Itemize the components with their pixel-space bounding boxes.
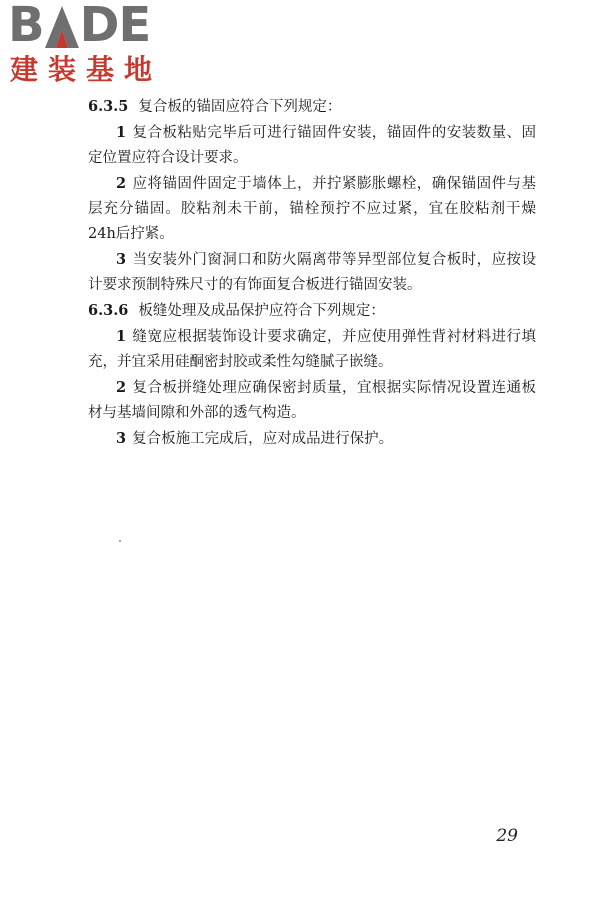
bade-logo	[8, 2, 178, 90]
clause-heading: 复合板的锚固应符合下列规定：	[138, 99, 342, 115]
logo-a-triangle-icon	[45, 6, 79, 48]
item-number: 1	[116, 124, 127, 141]
clause-heading: 板缝处理及成品保护应符合下列规定：	[138, 303, 385, 319]
logo-letters-de: DE	[79, 0, 151, 53]
list-item	[88, 171, 536, 247]
item-number: 2	[116, 175, 127, 192]
item-number: 3	[116, 430, 127, 447]
clause-6-3-5	[88, 94, 536, 120]
scan-speck	[119, 540, 121, 542]
list-item	[88, 426, 536, 452]
item-text: 当安装外门窗洞口和防火隔离带等异型部位复合板时，应按设计要求预制特殊尺寸的有饰面复合板进行锚固安装。	[88, 252, 536, 293]
logo-subtitle: 建装基地	[10, 53, 163, 86]
list-item	[88, 324, 536, 375]
list-item	[88, 120, 536, 171]
item-text: 复合板粘贴完毕后可进行锚固件安装，锚固件的安装数量、固定位置应符合设计要求。	[88, 125, 536, 166]
clause-number: 6.3.5	[88, 98, 129, 115]
item-number: 2	[116, 379, 127, 396]
clause-6-3-6	[88, 298, 536, 324]
item-text: 缝宽应根据装饰设计要求确定，并应使用弹性背衬材料进行填充，并宜采用硅酮密封胶或柔性勾缝腻子嵌缝。	[88, 329, 536, 370]
page-number: 29	[496, 826, 518, 846]
item-number: 1	[116, 328, 127, 345]
item-number: 3	[116, 251, 127, 268]
document-body	[88, 94, 536, 452]
item-text: 应将锚固件固定于墙体上，并拧紧膨胀螺栓，确保锚固件与基层充分锚固。胶粘剂未干前，锚栓预拧不应过紧，宜在胶粘剂干燥24h后拧紧。	[88, 176, 536, 242]
list-item	[88, 247, 536, 298]
item-text: 复合板拼缝处理应确保密封质量，宜根据实际情况设置连通板材与基墙间隙和外部的透气构造。	[88, 380, 536, 421]
list-item	[88, 375, 536, 426]
clause-number: 6.3.6	[88, 302, 129, 319]
logo-wordmark	[8, 0, 151, 53]
logo-letter-b: B	[8, 0, 44, 53]
item-text: 复合板施工完成后，应对成品进行保护。	[132, 431, 394, 447]
